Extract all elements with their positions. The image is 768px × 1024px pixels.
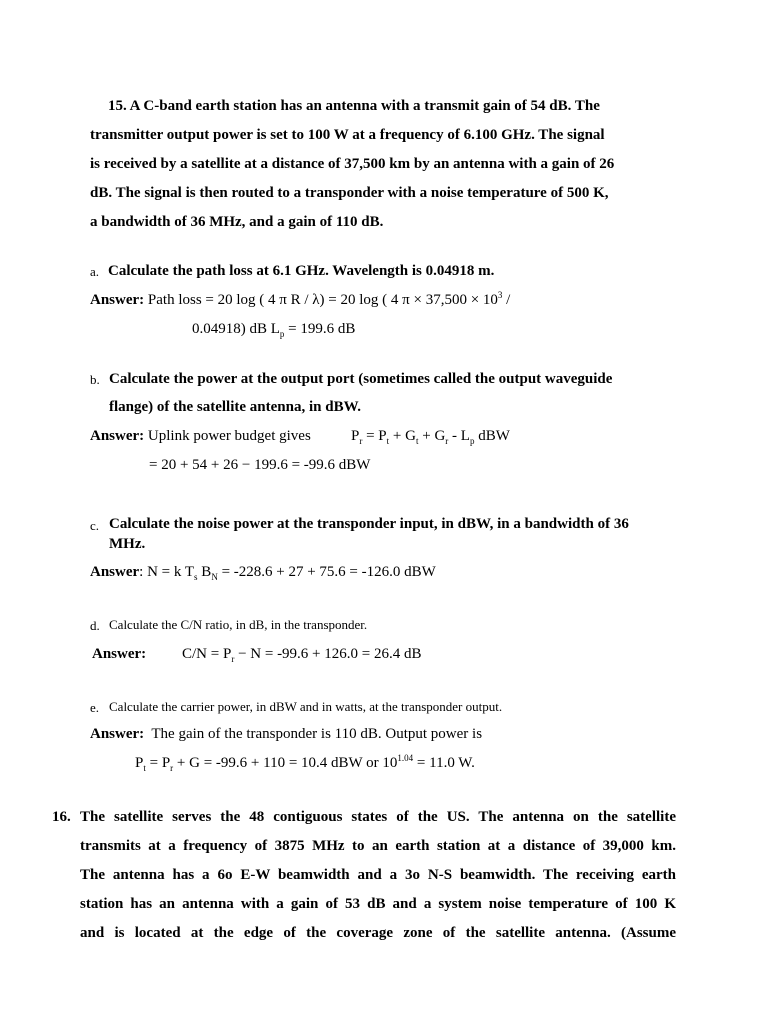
part-c-marker: c. <box>90 518 100 533</box>
answer-label: Answer <box>90 564 140 580</box>
answer-text: Path loss = 20 log ( 4 π R / λ) = 20 log ( 4 π × 37,500 × 10 <box>147 292 498 308</box>
answer-text: / <box>502 292 511 308</box>
q15-line-5: a bandwidth of 36 MHz, and a gain of 110 dB. <box>90 214 384 230</box>
part-b-question-line-2: flange) of the satellite antenna, in dBW. <box>109 399 361 415</box>
formula-text: − N = -99.6 + 126.0 = 26.4 dB <box>234 646 422 662</box>
q16-line-4: station has an antenna with a gain of 53 dB and a system noise temperature of 100 K <box>80 896 676 912</box>
subscript: t <box>143 763 146 773</box>
formula-text: - L <box>448 428 470 444</box>
answer-label: Answer: <box>90 428 145 444</box>
formula-text: B <box>197 564 212 580</box>
part-d-formula <box>182 645 421 663</box>
q16-line-3: The antenna has a 6o E-W beamwidth and a 3o N-S beamwidth. The receiving earth <box>80 867 676 883</box>
subscript: r <box>231 654 235 664</box>
q15-line-4: dB. The signal is then routed to a transponder with a noise temperature of 500 K, <box>90 185 609 201</box>
q15-line-2: transmitter output power is set to 100 W at a frequency of 6.100 GHz. The signal <box>90 127 605 143</box>
exponent: 3 <box>497 290 503 300</box>
part-c-answer <box>90 563 436 581</box>
formula-text: dBW <box>474 428 510 444</box>
formula-text: C/N = P <box>182 646 232 662</box>
part-b-answer-line-2: = 20 + 54 + 26 − 199.6 = -99.6 dBW <box>149 457 371 473</box>
formula-text: = P <box>362 428 387 444</box>
formula-text: + G <box>418 428 446 444</box>
formula-text: + G <box>389 428 416 444</box>
part-b-marker: b. <box>90 372 100 387</box>
part-a-marker: a. <box>90 264 100 279</box>
part-b-answer-line-1 <box>90 427 311 445</box>
part-c-question-line-1: Calculate the noise power at the transponder input, in dBW, in a bandwidth of 36 <box>109 516 629 532</box>
formula-text: P <box>351 428 360 444</box>
q16-line-5: and is located at the edge of the coverage zone of the satellite antenna. (Assume <box>80 925 676 941</box>
part-d-marker: d. <box>90 618 100 633</box>
exponent: 1.04 <box>397 753 414 763</box>
formula-text: + G = -99.6 + 110 = 10.4 dBW or 10 <box>173 755 398 771</box>
answer-label: Answer: <box>90 726 145 742</box>
part-c-question-line-2: MHz. <box>109 536 146 552</box>
part-b-formula <box>351 427 510 445</box>
part-e-marker: e. <box>90 700 100 715</box>
subscript: t <box>415 436 419 446</box>
q16-number: 16. <box>52 809 71 825</box>
formula-text: P <box>135 755 144 771</box>
q16-line-1: The satellite serves the 48 contiguous states of the US. The antenna on the satellite <box>80 809 676 825</box>
part-e-question: Calculate the carrier power, in dBW and in watts, at the transponder output. <box>109 699 503 714</box>
answer-text: 0.04918) dB L <box>192 321 280 337</box>
part-a-answer-line-1 <box>90 291 510 309</box>
part-d-question: Calculate the C/N ratio, in dB, in the transponder. <box>109 617 368 632</box>
answer-label: Answer: <box>90 292 145 308</box>
subscript: r <box>170 763 174 773</box>
subscript: s <box>194 572 198 582</box>
subscript: t <box>386 436 390 446</box>
formula-text: = -228.6 + 27 + 75.6 = -126.0 dBW <box>217 564 436 580</box>
answer-text: Uplink power budget gives <box>147 428 311 444</box>
subscript: r <box>359 436 363 446</box>
part-a-answer-line-2 <box>192 320 355 338</box>
answer-text: = 199.6 dB <box>284 321 356 337</box>
q15-line-1: 15. A C-band earth station has an antenna with a transmit gain of 54 dB. The <box>108 98 600 114</box>
q15-line-3: is received by a satellite at a distance of 37,500 km by an antenna with a gain of 26 <box>90 156 615 172</box>
answer-text: The gain of the transponder is 110 dB. Output power is <box>151 726 483 742</box>
formula-text: : N = k T <box>139 564 195 580</box>
q16-line-2: transmits at a frequency of 3875 MHz to an earth station at a distance of 39,000 km. <box>80 838 676 854</box>
part-d-answer-label: Answer: <box>92 646 147 662</box>
subscript: p <box>469 436 475 446</box>
subscript: N <box>211 572 218 582</box>
subscript: p <box>279 329 285 339</box>
subscript: r <box>445 436 449 446</box>
part-a-question: Calculate the path loss at 6.1 GHz. Wavelength is 0.04918 m. <box>108 263 495 279</box>
part-e-formula <box>135 754 475 772</box>
formula-text: = 11.0 W. <box>413 755 475 771</box>
part-b-question-line-1: Calculate the power at the output port (sometimes called the output waveguide <box>109 371 613 387</box>
formula-text: = P <box>145 755 171 771</box>
part-e-answer-line-1 <box>90 725 482 743</box>
